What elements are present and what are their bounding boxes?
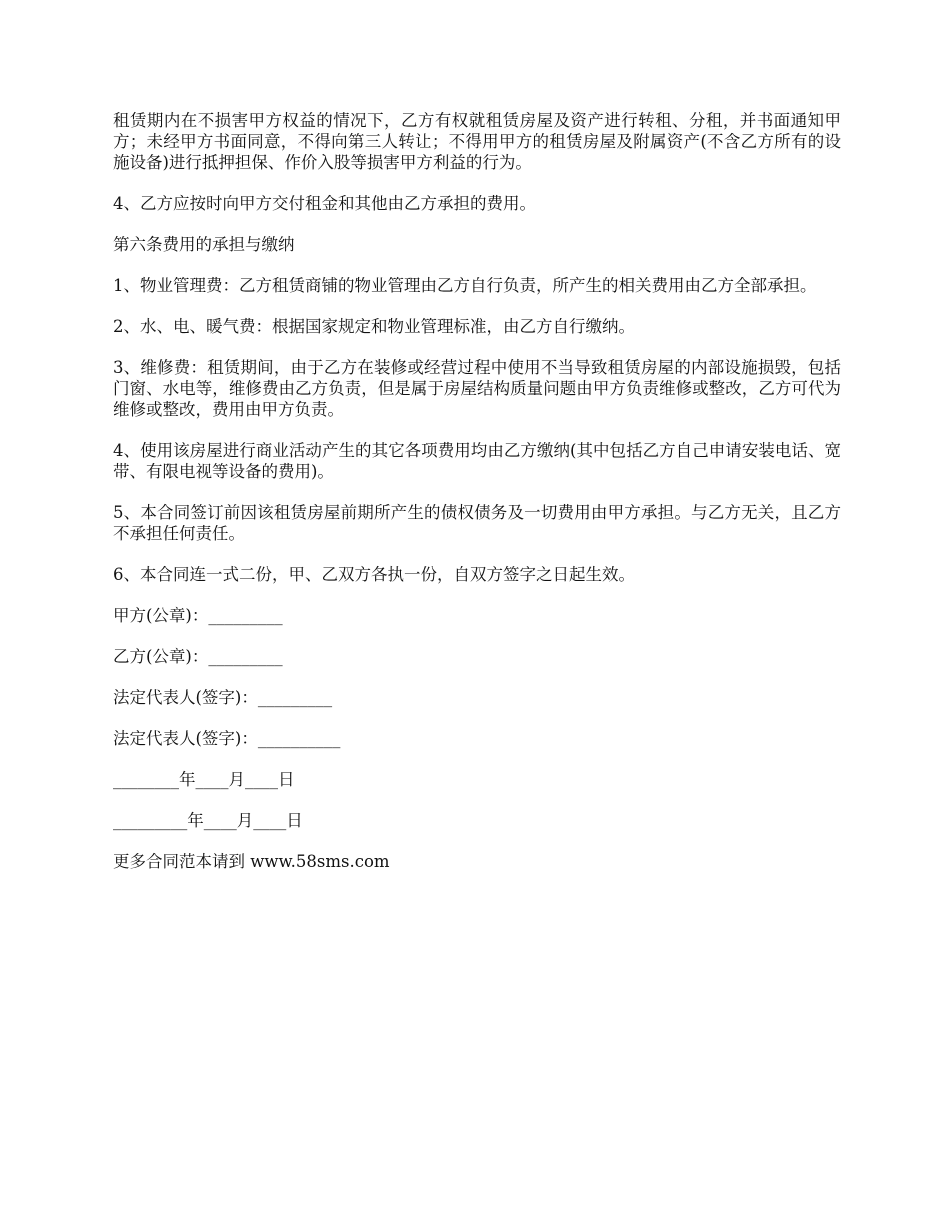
clause-rent-payment: 4、乙方应按时向甲方交付租金和其他由乙方承担的费用。 bbox=[113, 194, 536, 213]
clause-utilities-fee: 2、水、电、暖气费：根据国家规定和物业管理标准，由乙方自行缴纳。 bbox=[113, 317, 635, 336]
section-heading-article-6: 第六条费用的承担与缴纳 bbox=[113, 235, 295, 254]
clause-property-fee: 1、物业管理费：乙方租赁商铺的物业管理由乙方自行负责，所产生的相关费用由乙方全部承担。 bbox=[113, 276, 817, 295]
signature-party-a: 甲方(公章)：_________ bbox=[113, 606, 283, 625]
signature-party-b: 乙方(公章)：_________ bbox=[113, 647, 283, 666]
footer-more-templates: 更多合同范本请到 www.58sms.com bbox=[113, 852, 390, 871]
clause-repair-fee: 3、维修费：租赁期间，由于乙方在装修或经营过程中使用不当导致租赁房屋的内部设施损毁，包括门窗、水电等，维修费由乙方负责，但是属于房屋结构质量问题由甲方负责维修或整改，乙方可代为维修或整改，费用由甲方负责。 bbox=[113, 358, 841, 419]
signature-date-2: _________年____月____日 bbox=[113, 811, 303, 830]
clause-prior-debts: 5、本合同签订前因该租赁房屋前期所产生的债权债务及一切费用由甲方承担。与乙方无关，且乙方不承担任何责任。 bbox=[113, 503, 841, 543]
signature-date-1: ________年____月____日 bbox=[113, 770, 295, 789]
clause-copies-effective: 6、本合同连一式二份，甲、乙双方各执一份，自双方签字之日起生效。 bbox=[113, 565, 635, 584]
clause-sublease: 租赁期内在不损害甲方权益的情况下，乙方有权就租赁房屋及资产进行转租、分租，并书面通知甲方；未经甲方书面同意，不得向第三人转让；不得用甲方的租赁房屋及附属资产(不含乙方所有的设施设备)进行抵押担保、作价入股等损害甲方利益的行为。 bbox=[113, 111, 841, 172]
document-page bbox=[113, 110, 841, 892]
signature-legal-rep-2: 法定代表人(签字)：__________ bbox=[113, 729, 341, 748]
clause-other-fees: 4、使用该房屋进行商业活动产生的其它各项费用均由乙方缴纳(其中包括乙方自己申请安装电话、宽带、有限电视等设备的费用)。 bbox=[113, 441, 841, 481]
signature-legal-rep-1: 法定代表人(签字)：_________ bbox=[113, 688, 333, 707]
